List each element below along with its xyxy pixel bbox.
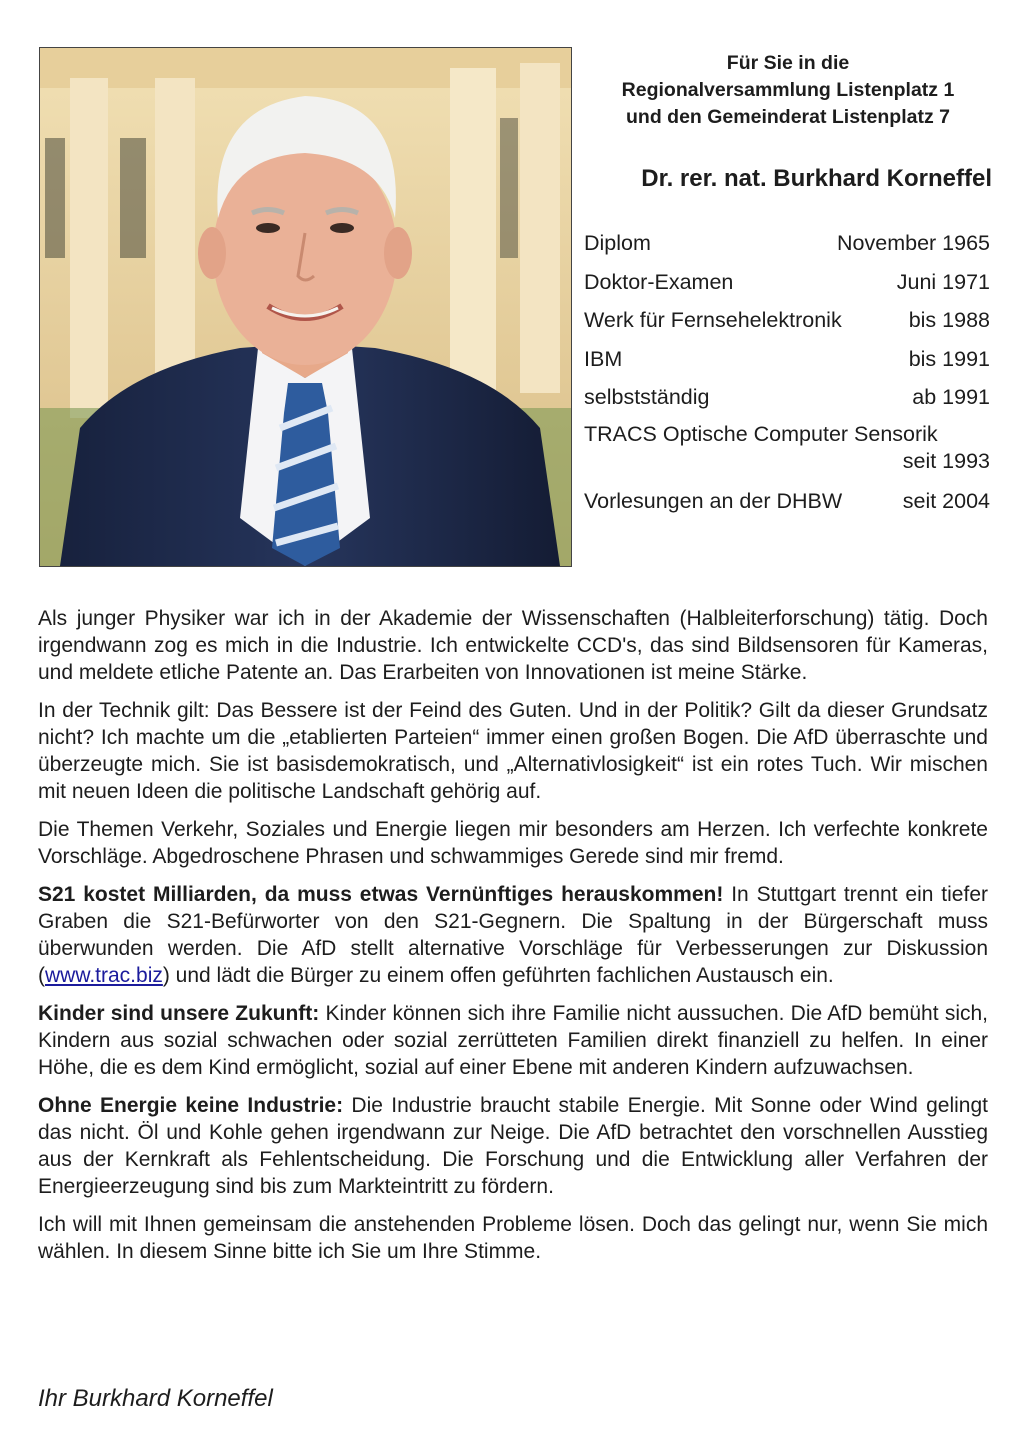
- paragraph-children-lead: Kinder sind unsere Zukunft:: [38, 1002, 320, 1025]
- paragraph-s21: [38, 881, 988, 989]
- paragraph-s21-lead: S21 kostet Milliarden, da muss etwas Vernünftiges herauskommen!: [38, 883, 724, 906]
- cv-date: bis 1988: [908, 308, 990, 332]
- paragraph-s21-text: In Stuttgart trennt ein tiefer Graben die S21-Befürworter von den S21-Gegnern. Die Spaltung in der Bürgerschaft muss überwunden werden. Die AfD stellt alternative Vorschläge für Verbesserungen zur Diskussion (: [38, 883, 988, 987]
- paragraph-s21-text-end: ) und lädt die Bürger zu einem offen geführten fachlichen Austausch ein.: [162, 964, 834, 987]
- paragraph-closing: Ich will mit Ihnen gemeinsam die anstehenden Probleme lösen. Doch das gelingt nur, wenn Sie mich wählen. In diesem Sinne bitte ich Sie um Ihre Stimme.: [38, 1213, 988, 1263]
- cv-row: [584, 421, 990, 486]
- body-text: [38, 605, 988, 1276]
- cv-date: bis 1991: [908, 346, 990, 371]
- cv-row: [584, 486, 990, 525]
- cv-label: TRACS Optische Computer Sensorik: [584, 421, 938, 446]
- cv-label: Vorlesungen an der DHBW: [584, 488, 843, 513]
- trac-link[interactable]: www.trac.biz: [45, 964, 163, 987]
- heading-line-1: Für Sie in die: [726, 52, 850, 74]
- cv-date: seit 1993: [902, 448, 990, 473]
- paragraph-energy-lead: Ohne Energie keine Industrie:: [38, 1094, 344, 1117]
- cv-row: [584, 228, 990, 267]
- cv-row: [584, 382, 990, 421]
- cv-label: Diplom: [584, 231, 651, 255]
- cv-date: seit 2004: [902, 488, 990, 513]
- cv-row: [584, 344, 990, 383]
- candidate-photo: [39, 47, 572, 567]
- paragraph-politics: In der Technik gilt: Das Bessere ist der Feind des Guten. Und in der Politik? Gilt da dieser Grundsatz nicht? Ich machte um die „etablierten Parteien“ immer einen großen Bogen. Die AfD überraschte und überzeugte mich. Sie ist basisdemokratisch, und „Alternativlosigkeit“ ist ein rotes Tuch. Wir mischen mit neuen Ideen die politische Landschaft gehörig auf.: [38, 699, 988, 803]
- cv-date: Juni 1971: [896, 269, 990, 294]
- cv-list: [584, 228, 990, 524]
- cv-label: IBM: [584, 346, 623, 371]
- paragraph-children-text: Kinder können sich ihre Familie nicht aussuchen. Die AfD bemüht sich, Kindern aus sozial schwachen oder sozial zerrütteten Familien direkt finanziell zu helfen. In einer Höhe, die es dem Kind ermöglicht, sozial auf einer Ebene mit anderen Kindern aufzuwachsen.: [38, 1002, 988, 1079]
- candidate-name: Dr. rer. nat. Burkhard Korneffel: [641, 165, 992, 192]
- cv-label: selbstständig: [584, 385, 710, 409]
- election-heading: [584, 50, 992, 131]
- paragraph-energy-text: Die Industrie braucht stabile Energie. Mit Sonne oder Wind gelingt das nicht. Öl und Kohle gehen irgendwann zur Neige. Die AfD betrachtet den vorschnellen Ausstieg aus der Kernkraft als Fehlentscheidung. Die Forschung und die Entwicklung aller Verfahren der Energieerzeugung sind bis zum Markteintritt zu fördern.: [38, 1094, 988, 1198]
- paragraph-energy: [38, 1092, 988, 1200]
- cv-date: ab 1991: [912, 385, 990, 409]
- cv-row: [584, 305, 990, 344]
- cv-label: Werk für Fernsehelektronik: [584, 308, 842, 332]
- heading-line-2: Regionalversammlung Listenplatz 1: [621, 79, 955, 101]
- signature: Ihr Burkhard Korneffel: [38, 1385, 273, 1412]
- paragraph-topics: Die Themen Verkehr, Soziales und Energie liegen mir besonders am Herzen. Ich verfechte konkrete Vorschläge. Abgedroschene Phrasen und schwammiges Gerede sind mir fremd.: [38, 818, 988, 868]
- cv-label: Doktor-Examen: [584, 269, 734, 294]
- paragraph-children: [38, 1000, 988, 1081]
- heading-line-3: und den Gemeinderat Listenplatz 7: [626, 106, 950, 128]
- cv-date: November 1965: [837, 231, 990, 255]
- cv-row: [584, 267, 990, 306]
- paragraph-physicist: Als junger Physiker war ich in der Akademie der Wissenschaften (Halbleiterforschung) tätig. Doch irgendwann zog es mich in die Industrie. Ich entwickelte CCD's, das sind Bildsensoren für Kameras, und meldete etliche Patente an. Das Erarbeiten von Innovationen ist meine Stärke.: [38, 607, 988, 684]
